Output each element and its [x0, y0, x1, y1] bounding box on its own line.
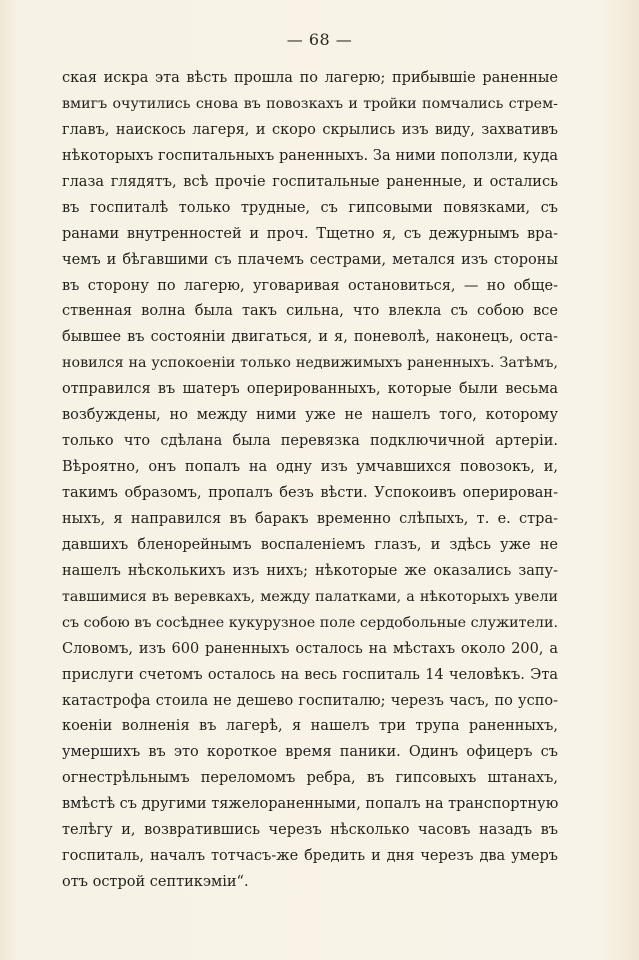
text-line: огнестрѣльнымъ переломомъ ребра, въ гипсовыхъ штанахъ, [62, 770, 558, 787]
text-line: нашелъ нѣсколькихъ изъ нихъ; нѣкоторые же оказались запу- [62, 562, 558, 579]
text-line: телѣгу и, возвратившись черезъ нѣсколько часовъ назадъ въ [62, 822, 558, 839]
text-line: вмигъ очутились снова въ повозкахъ и тройки помчались стрем- [62, 95, 558, 112]
text-line: ранами внутренностей и проч. Тщетно я, съ дежурнымъ вра- [62, 225, 558, 242]
text-line: Словомъ, изъ 600 раненныхъ осталось на мѣстахъ около 200, а [62, 640, 558, 657]
text-line: давшихъ бленорейнымъ воспаленіемъ глазъ, и здѣсь уже не [62, 536, 558, 553]
text-line: въ госпиталѣ только трудные, съ гипсовыми повязками, съ [62, 199, 558, 216]
text-line: новился на успокоеніи только недвижимыхъ раненныхъ. Затѣмъ, [62, 355, 558, 372]
text-line: тавшимися въ веревкахъ, между палатками, а нѣкоторыхъ увели [62, 588, 558, 605]
text-line: чемъ и бѣгавшими съ плачемъ сестрами, метался изъ стороны [62, 251, 558, 268]
text-line: такимъ образомъ, пропалъ безъ вѣсти. Успокоивъ оперирован- [62, 485, 558, 501]
text-line: умершихъ въ это короткое время паники. Одинъ офицеръ съ [62, 744, 558, 761]
text-line: глаза глядятъ, всѣ прочіе госпитальные раненные, и остались [62, 173, 558, 190]
page-number: — 68 — [286, 30, 353, 49]
text-line: прислуги счетомъ осталось на весь госпиталь 14 человѣкъ. Эта [62, 666, 558, 683]
body-text [62, 66, 558, 896]
text-line: возбуждены, но между ними уже не нашелъ того, которому [62, 407, 558, 424]
text-line: ская искра эта вѣсть прошла по лагерю; прибывшіе раненные [62, 70, 558, 86]
text-line: только что сдѣлана была перевязка подключичной артеріи. [62, 433, 558, 450]
text-line: госпиталь, началъ тотчасъ-же бредить и дня черезъ два умеръ [62, 848, 558, 865]
text-line: вмѣстѣ съ другими тяжелораненными, попалъ на транспортную [62, 796, 558, 813]
text-line: отправился въ шатеръ оперированныхъ, которые были весьма [62, 381, 558, 398]
text-line: катастрофа стоила не дешево госпиталю; черезъ часъ, по успо- [62, 692, 558, 709]
text-line: нѣкоторыхъ госпитальныхъ раненныхъ. За ними поползли, куда [62, 147, 558, 164]
text-line: главъ, наискось лагеря, и скоро скрылись изъ виду, захвативъ [62, 121, 558, 138]
text-line: съ собою въ сосѣднее кукурузное поле сердобольные служители. [62, 614, 558, 631]
text-line: бывшее въ состояніи двигаться, и я, поневолѣ, наконецъ, оста- [62, 329, 558, 346]
text-line: въ сторону по лагерю, уговаривая остановиться, — но обще- [62, 277, 558, 294]
text-line: Вѣроятно, онъ попалъ на одну изъ умчавшихся повозокъ, и, [62, 459, 558, 476]
text-line: ственная волна была такъ сильна, что влекла съ собою все [62, 303, 558, 320]
text-line: ныхъ, я направился въ баракъ временно слѣпыхъ, т. е. стра- [62, 510, 558, 527]
text-line: коеніи волненія въ лагерѣ, я нашелъ три трупа раненныхъ, [62, 718, 558, 735]
text-line-last: отъ острой септикэміи“. [62, 874, 249, 891]
